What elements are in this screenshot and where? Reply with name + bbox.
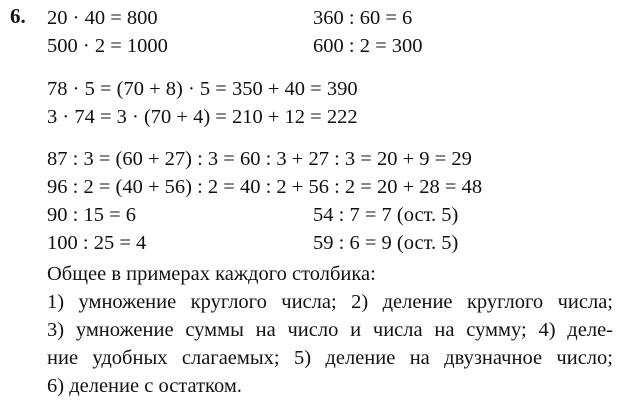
- equation: 360 : 60 = 6: [313, 7, 413, 29]
- equation: 78 · 5 = (70 + 8) · 5 = 350 + 40 = 390: [47, 78, 358, 100]
- equation: 600 : 2 = 300: [313, 35, 423, 57]
- equation: 3 · 74 = 3 · (70 + 4) = 210 + 12 = 222: [47, 106, 358, 128]
- equation: 96 : 2 = (40 + 56) : 2 = 40 : 2 + 56 : 2 = 20 + 28 = 48: [47, 176, 483, 198]
- equation: 20 · 40 = 800: [47, 7, 158, 29]
- equation: 100 : 25 = 4: [47, 232, 147, 254]
- summary-line: 6) деление с остатком.: [47, 375, 242, 397]
- equation: 54 : 7 = 7 (ост. 5): [313, 204, 459, 226]
- summary-line: 3) умножение суммы на число и числа на сумму; 4) деле-: [47, 319, 613, 341]
- summary-line: 1) умножение круглого числа; 2) деление круглого числа;: [47, 291, 613, 313]
- equation: 500 · 2 = 1000: [47, 35, 168, 57]
- summary-heading: Общее в примерах каждого столбика:: [47, 263, 376, 285]
- equation: 90 : 15 = 6: [47, 204, 137, 226]
- equation: 59 : 6 = 9 (ост. 5): [313, 232, 459, 254]
- summary-line: ние удобных слагаемых; 5) деление на двузначное число;: [47, 347, 613, 369]
- equation: 87 : 3 = (60 + 27) : 3 = 60 : 3 + 27 : 3 = 20 + 9 = 29: [47, 148, 472, 170]
- exercise-number: 6.: [10, 4, 26, 28]
